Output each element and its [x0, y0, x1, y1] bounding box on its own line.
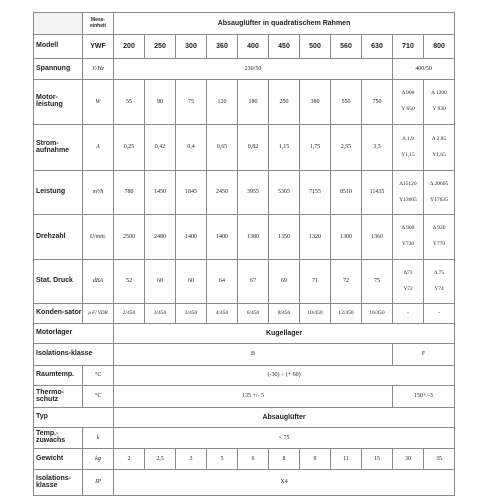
unit-cell: IP — [83, 470, 114, 496]
delta-value: Δ73 — [403, 269, 413, 276]
unit-cell: kg — [83, 449, 114, 470]
row-raumtemp — [34, 366, 455, 386]
value-cell: X4 — [114, 470, 455, 496]
row-label: Drehzahl — [34, 215, 83, 260]
value-cell: 71 — [300, 260, 331, 304]
value-cell: 3/450 — [145, 304, 176, 324]
value-cell: 64 — [207, 260, 238, 304]
value-cell: 60 — [145, 260, 176, 304]
value-cell: 120 — [207, 80, 238, 125]
row-label: Gewicht — [34, 449, 83, 470]
model-cell: 630 — [362, 35, 393, 59]
unit-cell: k — [83, 428, 114, 449]
value-cell: B — [114, 344, 393, 366]
value-cell: 5365 — [269, 171, 300, 215]
row-label: Thermo-schutz — [34, 386, 83, 408]
unit-cell: °C — [83, 386, 114, 408]
value-cell: 2 — [114, 449, 145, 470]
value-cell: 11 — [331, 449, 362, 470]
table-title: Absauglüfter in quadratischem Rahmen — [114, 13, 455, 35]
value-cell: 380 — [300, 80, 331, 125]
value-cell: 3/450 — [176, 304, 207, 324]
model-cell: 250 — [145, 35, 176, 59]
delta-value: Δ 75 — [433, 269, 445, 276]
row-label: Spannung — [34, 59, 83, 80]
value-cell: 230/50 — [114, 59, 393, 80]
value-cell: 1400 — [176, 215, 207, 260]
value-cell-dual — [424, 260, 455, 304]
unit-cell: dBA — [83, 260, 114, 304]
model-cell: 450 — [269, 35, 300, 59]
value-cell: 8/450 — [269, 304, 300, 324]
row-label: Stat. Druck — [34, 260, 83, 304]
model-cell: 300 — [176, 35, 207, 59]
unit-cell: A — [83, 125, 114, 171]
star-value: Y770 — [432, 241, 446, 247]
value-cell: 2480 — [145, 215, 176, 260]
delta-value: Δ 20695 — [429, 180, 449, 187]
value-cell-dual — [393, 171, 424, 215]
value-cell: 250 — [269, 80, 300, 125]
value-cell-dual — [393, 215, 424, 260]
value-cell: 1,15 — [269, 125, 300, 171]
value-cell: 750 — [362, 80, 393, 125]
row-thermoschutz — [34, 386, 455, 408]
value-cell-dual — [393, 80, 424, 125]
value-cell: - — [424, 304, 455, 324]
value-cell: 3 — [176, 449, 207, 470]
unit-cell: V/Hz — [83, 59, 114, 80]
value-cell: F — [393, 344, 455, 366]
row-label: Raumtemp. — [34, 366, 83, 386]
unit-cell: μ F/ VDB — [83, 304, 114, 324]
star-value: Y 930 — [432, 106, 446, 112]
star-value: Y1,65 — [432, 151, 446, 158]
value-cell: 1360 — [362, 215, 393, 260]
value-cell: 0,82 — [238, 125, 269, 171]
unit-cell: U/min. — [83, 215, 114, 260]
unit-cell: YWF — [83, 35, 114, 59]
model-cell: 200 — [114, 35, 145, 59]
value-cell-dual — [424, 80, 455, 125]
value-cell: 180 — [238, 80, 269, 125]
value-cell: Absauglüfter — [114, 408, 455, 428]
value-cell: 5 — [207, 449, 238, 470]
row-label: Isolations-klasse — [34, 344, 114, 366]
row-label: Temp.-zuwachs — [34, 428, 83, 449]
value-cell: 0,4 — [176, 125, 207, 171]
delta-value: Δ 1,9 — [402, 135, 414, 142]
row-label: Typ — [34, 408, 114, 428]
model-cell: 800 — [424, 35, 455, 59]
value-cell: 69 — [269, 260, 300, 304]
value-cell: 11435 — [362, 171, 393, 215]
value-cell: 2/450 — [114, 304, 145, 324]
value-cell: 2500 — [114, 215, 145, 260]
value-cell: 4/450 — [207, 304, 238, 324]
value-cell: 35 — [424, 449, 455, 470]
star-value: Y 650 — [401, 106, 415, 112]
value-cell: 550 — [331, 80, 362, 125]
model-cell: 500 — [300, 35, 331, 59]
value-cell: 2,5 — [145, 449, 176, 470]
value-cell: 0,65 — [207, 125, 238, 171]
unit-cell: m³/h — [83, 171, 114, 215]
delta-value: Δ 2,85 — [431, 135, 447, 142]
value-cell: 1300 — [331, 215, 362, 260]
row-kondensator — [34, 304, 455, 324]
delta-value: Δ 920 — [432, 225, 446, 232]
row-drehzahl — [34, 215, 455, 260]
value-cell: 30 — [393, 449, 424, 470]
value-cell: 60 — [176, 260, 207, 304]
value-cell: 2,55 — [331, 125, 362, 171]
value-cell: 8510 — [331, 171, 362, 215]
value-cell: 6/450 — [238, 304, 269, 324]
row-schutzart — [34, 470, 455, 496]
value-cell: 8 — [269, 449, 300, 470]
model-cell: 400 — [238, 35, 269, 59]
model-cell: 710 — [393, 35, 424, 59]
delta-value: Δ 900 — [401, 90, 415, 97]
unit-cell: W — [83, 80, 114, 125]
value-cell: 1380 — [238, 215, 269, 260]
value-cell: 52 — [114, 260, 145, 304]
row-gewicht — [34, 449, 455, 470]
header-row — [34, 13, 455, 35]
unit-cell: °C — [83, 366, 114, 386]
star-value: Y17635 — [430, 196, 448, 203]
row-motorlager — [34, 324, 455, 344]
value-cell: (-30) ÷ (+ 60) — [114, 366, 455, 386]
value-cell: 9 — [300, 449, 331, 470]
value-cell: 2450 — [207, 171, 238, 215]
value-cell: - — [393, 304, 424, 324]
value-cell: 1450 — [145, 171, 176, 215]
star-value: Y72 — [403, 285, 413, 292]
star-value: Y730 — [401, 241, 415, 247]
row-isolationsklasse — [34, 344, 455, 366]
model-cell: 560 — [331, 35, 362, 59]
value-cell: 150+/-5 — [393, 386, 455, 408]
value-cell: 90 — [145, 80, 176, 125]
value-cell: 1,75 — [300, 125, 331, 171]
value-cell: 6 — [238, 449, 269, 470]
row-motorleistung — [34, 80, 455, 125]
star-value: Y74 — [434, 285, 444, 292]
row-modell — [34, 35, 455, 59]
value-cell: 1350 — [269, 215, 300, 260]
row-label: Konden-sator — [34, 304, 83, 324]
value-cell: 3,5 — [362, 125, 393, 171]
delta-value: Δ15120 — [399, 180, 417, 187]
value-cell: 72 — [331, 260, 362, 304]
value-cell: 1845 — [176, 171, 207, 215]
value-cell: Kugellager — [114, 324, 455, 344]
row-label: Modell — [34, 35, 83, 59]
value-cell: 16/450 — [362, 304, 393, 324]
row-label: Motor-leistung — [34, 80, 83, 125]
value-cell: 0,25 — [114, 125, 145, 171]
value-cell: 75 — [176, 80, 207, 125]
value-cell: 7155 — [300, 171, 331, 215]
value-cell-dual — [424, 215, 455, 260]
value-cell: 400/50 — [393, 59, 455, 80]
row-stromaufnahme — [34, 125, 455, 171]
value-cell: 0,42 — [145, 125, 176, 171]
value-cell: 12/450 — [331, 304, 362, 324]
value-cell: 15 — [362, 449, 393, 470]
row-typ — [34, 408, 455, 428]
value-cell: < 75 — [114, 428, 455, 449]
row-label: Motorlager — [34, 324, 114, 344]
row-spannung — [34, 59, 455, 80]
value-cell-dual — [424, 125, 455, 171]
star-value: Y1,15 — [401, 151, 415, 158]
row-leistung — [34, 171, 455, 215]
row-tempzuwachs — [34, 428, 455, 449]
value-cell: 67 — [238, 260, 269, 304]
value-cell: 10/450 — [300, 304, 331, 324]
delta-value: Δ 900 — [401, 225, 415, 232]
delta-value: Δ 1200 — [431, 90, 447, 97]
unit-col-header: Mess-einheit — [83, 13, 114, 35]
value-cell: 55 — [114, 80, 145, 125]
value-cell-dual — [424, 171, 455, 215]
value-cell: 135 +/- 5 — [114, 386, 393, 408]
model-cell: 360 — [207, 35, 238, 59]
value-cell: 3955 — [238, 171, 269, 215]
corner-cell — [34, 13, 83, 35]
value-cell-dual — [393, 260, 424, 304]
value-cell: 780 — [114, 171, 145, 215]
row-label: Isolations-klasse — [34, 470, 83, 496]
row-label: Strom-aufnahme — [34, 125, 83, 171]
value-cell: 1400 — [207, 215, 238, 260]
value-cell: 1320 — [300, 215, 331, 260]
star-value: Y13005 — [399, 196, 417, 203]
row-label: Leistung — [34, 171, 83, 215]
value-cell: 75 — [362, 260, 393, 304]
value-cell-dual — [393, 125, 424, 171]
fan-spec-table — [33, 12, 455, 496]
row-statdruck — [34, 260, 455, 304]
